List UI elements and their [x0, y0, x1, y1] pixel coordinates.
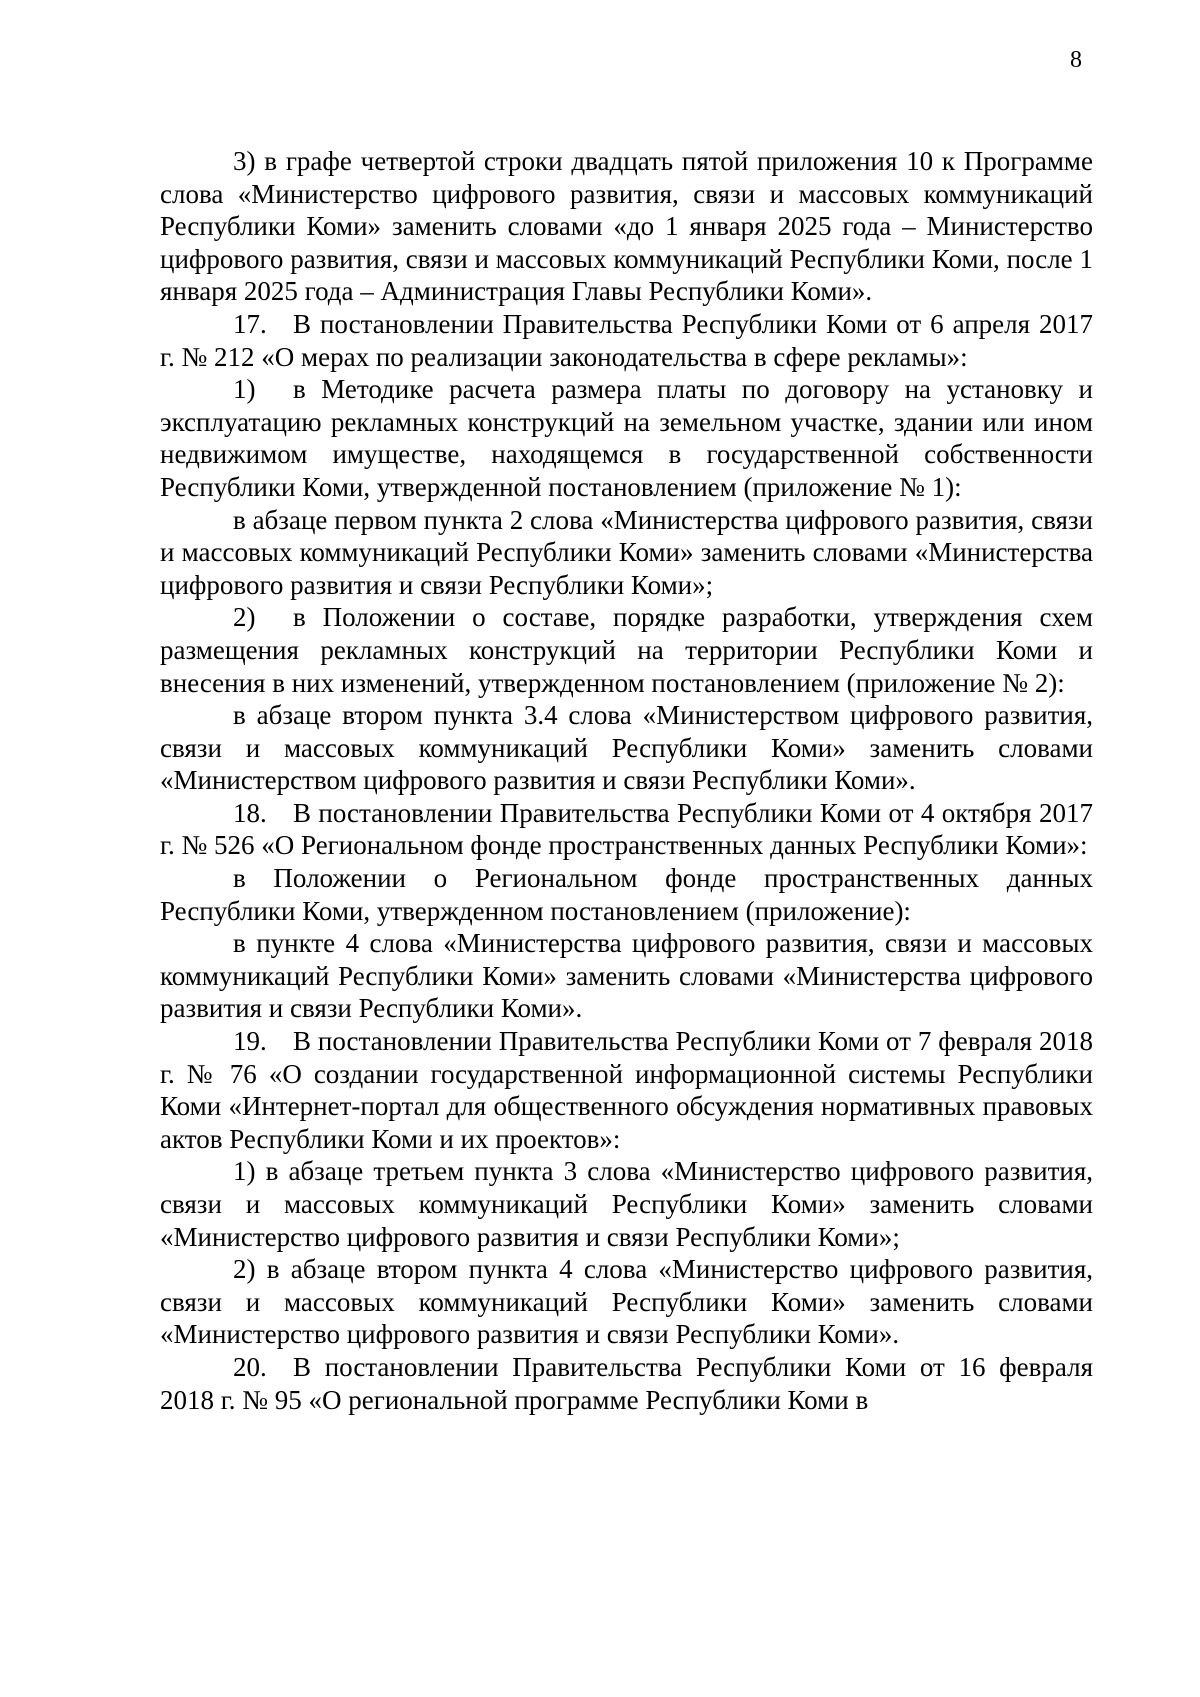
paragraph — [160, 308, 1093, 373]
paragraph-text: В постановлении Правительства Республики Коми от 6 апреля 2017 г. № 212 «О мерах по реализации законодательства в сфере рекламы»: — [160, 308, 1093, 372]
item-number: 1) — [233, 374, 256, 405]
paragraph-text: в Положении о Региональном фонде пространственных данных Республики Коми, утвержденном постановлением (приложение): — [160, 863, 1093, 926]
paragraph — [160, 1025, 1093, 1155]
paragraph-text: 2) в абзаце втором пункта 4 слова «Министерство цифрового развития, связи и массовых коммуникаций Республики Коми» заменить словами «Министерство цифрового развития и связи Республики Коми». — [160, 1254, 1093, 1350]
item-number: 19. — [233, 1026, 267, 1057]
paragraph-text: В постановлении Правительства Республики Коми от 4 октября 2017 г. № 526 «О Региональном фонде пространственных данных Республики Коми»: — [160, 797, 1093, 861]
paragraph — [160, 699, 1093, 797]
paragraph-text: в Положении о составе, порядке разработки, утверждения схем размещения рекламных конструкций на территории Республики Коми и внесения в них изменений, утвержденном постановлением (приложение № 2): — [160, 602, 1093, 698]
paragraph-text: В постановлении Правительства Республики Коми от 7 февраля 2018 г. № 76 «О создании государственной информационной системы Республики Коми «Интернет-портал для общественного обсуждения нормативных правовых актов Республики Коми и их проектов»: — [160, 1026, 1093, 1154]
paragraph-text: в Методике расчета размера платы по договору на установку и эксплуатацию рекламных конструкций на земельном участке, здании или ином недвижимом имуществе, находящемся в государственной собственности Республики Коми, утвержденной постановлением (приложение № 1): — [160, 374, 1093, 502]
paragraph — [160, 797, 1093, 862]
paragraph — [160, 601, 1093, 699]
document-body — [160, 145, 1093, 1416]
paragraph-text: в абзаце первом пункта 2 слова «Министерства цифрового развития, связи и массовых коммуникаций Республики Коми» заменить словами «Министерства цифрового развития и связи Республики Коми»; — [160, 504, 1093, 600]
paragraph — [160, 1253, 1093, 1351]
paragraph-text: в пункте 4 слова «Министерства цифрового развития, связи и массовых коммуникаций Республики Коми» заменить словами «Министерства цифрового развития и связи Республики Коми». — [160, 928, 1093, 1024]
paragraph — [160, 504, 1093, 602]
item-number: 17. — [233, 308, 267, 339]
paragraph-text: В постановлении Правительства Республики Коми от 16 февраля 2018 г. № 95 «О региональной программе Республики Коми в — [160, 1351, 1093, 1415]
paragraph — [160, 145, 1093, 308]
paragraph — [160, 1155, 1093, 1253]
paragraph-text: 3) в графе четвертой строки двадцать пятой приложения 10 к Программе слова «Министерство цифрового развития, связи и массовых коммуникаций Республики Коми» заменить словами «до 1 января 2025 года – Министерство цифрового развития, связи и массовых коммуникаций Республики Коми, после 1 января 2025 года – Администрация Главы Республики Коми». — [160, 146, 1093, 307]
paragraph-text: 1) в абзаце третьем пункта 3 слова «Министерство цифрового развития, связи и массовых коммуникаций Республики Коми» заменить словами «Министерство цифрового развития и связи Республики Коми»; — [160, 1156, 1093, 1252]
paragraph — [160, 1351, 1093, 1416]
paragraph-text: в абзаце втором пункта 3.4 слова «Министерством цифрового развития, связи и массовых коммуникаций Республики Коми» заменить словами «Министерством цифрового развития и связи Республики Коми». — [160, 700, 1093, 796]
item-number: 18. — [233, 797, 267, 828]
paragraph — [160, 927, 1093, 1025]
page-number: 8 — [1070, 47, 1082, 73]
item-number: 2) — [233, 602, 256, 633]
paragraph — [160, 862, 1093, 927]
item-number: 20. — [233, 1351, 267, 1382]
paragraph — [160, 373, 1093, 503]
